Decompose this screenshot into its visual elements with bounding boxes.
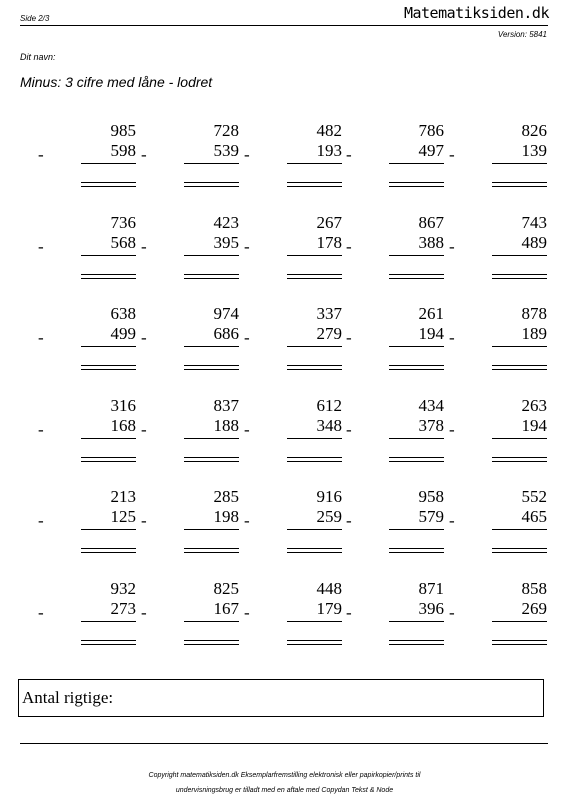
footer-divider xyxy=(20,743,548,744)
answer-line-top[interactable] xyxy=(184,182,239,183)
subtrahend: 198 xyxy=(213,507,239,526)
subtraction-problem xyxy=(447,302,547,392)
answer-line-top[interactable] xyxy=(389,274,444,275)
subtrahend: 188 xyxy=(213,415,239,435)
subtraction-problem xyxy=(139,485,239,575)
subtrahend: 259 xyxy=(316,507,342,526)
subtrahend: 539 xyxy=(213,141,239,160)
answer-line-top[interactable] xyxy=(492,548,547,549)
subtraction-problem xyxy=(447,485,547,575)
minuend: 974 xyxy=(213,304,239,323)
minuend: 423 xyxy=(213,212,239,232)
subtraction-line xyxy=(184,529,239,530)
minuend: 878 xyxy=(521,304,547,323)
answer-line-bottom xyxy=(492,552,547,553)
minus-sign: - xyxy=(244,511,250,530)
subtrahend: 168 xyxy=(110,415,136,435)
minuend: 482 xyxy=(316,121,342,140)
subtraction-line xyxy=(184,346,239,347)
minuend: 825 xyxy=(213,578,239,598)
answer-line-top[interactable] xyxy=(287,640,342,641)
minus-sign: - xyxy=(449,602,455,622)
subtraction-line xyxy=(81,438,136,439)
minus-sign: - xyxy=(141,419,147,439)
subtraction-line xyxy=(389,163,444,164)
minuend: 612 xyxy=(316,395,342,415)
answer-line-bottom xyxy=(287,369,342,370)
answer-line-bottom xyxy=(389,369,444,370)
subtraction-line xyxy=(184,163,239,164)
subtraction-problem xyxy=(344,485,444,575)
subtraction-line xyxy=(287,621,342,622)
answer-line-top[interactable] xyxy=(184,274,239,275)
minuend: 985 xyxy=(110,121,136,140)
minus-sign: - xyxy=(449,419,455,439)
answer-line-top[interactable] xyxy=(389,640,444,641)
answer-line-top[interactable] xyxy=(184,640,239,641)
minus-sign: - xyxy=(38,145,44,164)
subtraction-line xyxy=(184,621,239,622)
minus-sign: - xyxy=(141,236,147,256)
subtraction-problem xyxy=(447,119,547,209)
minuend: 552 xyxy=(521,487,547,506)
minus-sign: - xyxy=(449,328,455,347)
minuend: 858 xyxy=(521,578,547,598)
answer-line-bottom xyxy=(184,644,239,645)
subtraction-line xyxy=(389,529,444,530)
minus-sign: - xyxy=(38,419,44,439)
subtraction-line xyxy=(389,255,444,256)
answer-line-bottom xyxy=(492,461,547,462)
subtrahend: 378 xyxy=(418,415,444,435)
answer-line-bottom xyxy=(81,552,136,553)
subtraction-problem xyxy=(242,119,342,209)
subtraction-line xyxy=(389,346,444,347)
minus-sign: - xyxy=(244,145,250,164)
answer-line-bottom xyxy=(492,644,547,645)
header-divider xyxy=(20,25,548,26)
subtraction-problem xyxy=(242,394,342,484)
subtrahend: 179 xyxy=(316,598,342,618)
subtrahend: 273 xyxy=(110,598,136,618)
minuend: 285 xyxy=(213,487,239,506)
answer-line-bottom xyxy=(184,186,239,187)
subtrahend: 598 xyxy=(110,141,136,160)
minuend: 916 xyxy=(316,487,342,506)
answer-line-top[interactable] xyxy=(287,548,342,549)
subtrahend: 465 xyxy=(521,507,547,526)
minus-sign: - xyxy=(346,236,352,256)
answer-line-bottom xyxy=(184,369,239,370)
version-label: Version: 5841 xyxy=(497,30,547,39)
subtraction-problem xyxy=(242,302,342,392)
minuend: 263 xyxy=(521,395,547,415)
minuend: 958 xyxy=(418,487,444,506)
answer-line-top[interactable] xyxy=(184,548,239,549)
answer-line-bottom xyxy=(492,369,547,370)
minuend: 261 xyxy=(418,304,444,323)
subtrahend: 139 xyxy=(521,141,547,160)
minuend: 448 xyxy=(316,578,342,598)
minuend: 786 xyxy=(418,121,444,140)
subtraction-problem xyxy=(344,577,444,667)
answer-line-bottom xyxy=(287,278,342,279)
subtraction-line xyxy=(184,255,239,256)
answer-line-top[interactable] xyxy=(287,274,342,275)
answer-line-top[interactable] xyxy=(81,274,136,275)
minus-sign: - xyxy=(141,328,147,347)
answer-line-bottom xyxy=(81,186,136,187)
subtrahend: 193 xyxy=(316,141,342,160)
answer-line-top[interactable] xyxy=(389,182,444,183)
minus-sign: - xyxy=(141,145,147,164)
copyright-line-2: undervisningsbrug er tilladt med en aftale med Copydan Tekst & Node xyxy=(175,787,394,794)
subtraction-line xyxy=(492,163,547,164)
answer-line-bottom xyxy=(287,186,342,187)
minuend: 867 xyxy=(418,212,444,232)
answer-line-bottom xyxy=(81,644,136,645)
minus-sign: - xyxy=(244,419,250,439)
minuend: 837 xyxy=(213,395,239,415)
subtrahend: 279 xyxy=(316,324,342,343)
score-box xyxy=(18,679,544,717)
minus-sign: - xyxy=(449,511,455,530)
answer-line-top[interactable] xyxy=(492,274,547,275)
minus-sign: - xyxy=(244,236,250,256)
answer-line-bottom xyxy=(389,186,444,187)
subtraction-line xyxy=(81,621,136,622)
answer-line-top[interactable] xyxy=(287,182,342,183)
answer-line-top[interactable] xyxy=(287,457,342,458)
subtraction-problem xyxy=(36,577,136,667)
subtraction-problem xyxy=(447,394,547,484)
answer-line-bottom xyxy=(492,278,547,279)
subtraction-line xyxy=(492,346,547,347)
answer-line-bottom xyxy=(287,461,342,462)
subtraction-problem xyxy=(344,119,444,209)
subtrahend: 489 xyxy=(521,232,547,252)
subtrahend: 388 xyxy=(418,232,444,252)
subtrahend: 499 xyxy=(110,324,136,343)
answer-line-bottom xyxy=(81,278,136,279)
subtraction-line xyxy=(287,438,342,439)
page-number: Side 2/3 xyxy=(20,14,50,23)
answer-line-bottom xyxy=(389,552,444,553)
minuend: 736 xyxy=(110,212,136,232)
subtraction-problem xyxy=(139,211,239,301)
minus-sign: - xyxy=(449,145,455,164)
subtrahend: 125 xyxy=(110,507,136,526)
subtraction-line xyxy=(81,255,136,256)
answer-line-top[interactable] xyxy=(81,457,136,458)
answer-line-top[interactable] xyxy=(287,365,342,366)
minus-sign: - xyxy=(38,236,44,256)
minuend: 728 xyxy=(213,121,239,140)
subtrahend: 568 xyxy=(110,232,136,252)
answer-line-top[interactable] xyxy=(81,548,136,549)
subtraction-problem xyxy=(242,485,342,575)
minus-sign: - xyxy=(141,511,147,530)
answer-line-bottom xyxy=(184,278,239,279)
subtrahend: 194 xyxy=(418,324,444,343)
minus-sign: - xyxy=(449,236,455,256)
name-label: Dit navn: xyxy=(20,52,56,62)
subtraction-line xyxy=(389,438,444,439)
minuend: 743 xyxy=(521,212,547,232)
minus-sign: - xyxy=(244,328,250,347)
subtrahend: 269 xyxy=(521,598,547,618)
answer-line-bottom xyxy=(184,552,239,553)
answer-line-top[interactable] xyxy=(81,182,136,183)
minuend: 638 xyxy=(110,304,136,323)
answer-line-bottom xyxy=(492,186,547,187)
answer-line-top[interactable] xyxy=(492,640,547,641)
subtraction-problem xyxy=(139,302,239,392)
answer-line-top[interactable] xyxy=(492,365,547,366)
answer-line-bottom xyxy=(81,369,136,370)
subtraction-problem xyxy=(36,211,136,301)
subtraction-problem xyxy=(242,577,342,667)
minus-sign: - xyxy=(346,328,352,347)
subtraction-problem xyxy=(139,394,239,484)
minus-sign: - xyxy=(244,602,250,622)
minus-sign: - xyxy=(346,602,352,622)
subtraction-line xyxy=(287,255,342,256)
subtraction-problem xyxy=(447,211,547,301)
subtraction-line xyxy=(81,529,136,530)
minus-sign: - xyxy=(141,602,147,622)
subtraction-line xyxy=(287,346,342,347)
answer-line-bottom xyxy=(389,278,444,279)
answer-line-bottom xyxy=(389,644,444,645)
subtrahend: 579 xyxy=(418,507,444,526)
answer-line-top[interactable] xyxy=(184,365,239,366)
subtraction-problem xyxy=(344,394,444,484)
answer-line-top[interactable] xyxy=(81,365,136,366)
subtraction-line xyxy=(287,163,342,164)
answer-line-bottom xyxy=(287,552,342,553)
subtraction-problem xyxy=(36,485,136,575)
subtrahend: 395 xyxy=(213,232,239,252)
minus-sign: - xyxy=(38,511,44,530)
subtraction-problem xyxy=(139,119,239,209)
subtraction-problem xyxy=(139,577,239,667)
minus-sign: - xyxy=(346,511,352,530)
answer-line-bottom xyxy=(184,461,239,462)
answer-line-top[interactable] xyxy=(184,457,239,458)
subtrahend: 497 xyxy=(418,141,444,160)
answer-line-bottom xyxy=(287,644,342,645)
minuend: 316 xyxy=(110,395,136,415)
answer-line-bottom xyxy=(81,461,136,462)
subtraction-problem xyxy=(447,577,547,667)
minuend: 213 xyxy=(110,487,136,506)
subtrahend: 189 xyxy=(521,324,547,343)
minuend: 434 xyxy=(418,395,444,415)
minuend: 871 xyxy=(418,578,444,598)
subtraction-problem xyxy=(242,211,342,301)
subtraction-line xyxy=(389,621,444,622)
subtrahend: 167 xyxy=(213,598,239,618)
copyright-line-1: Copyright matematiksiden.dk Eksemplarfremstilling elektronisk eller papirkopier/prints til xyxy=(148,772,421,779)
answer-line-top[interactable] xyxy=(492,182,547,183)
answer-line-top[interactable] xyxy=(81,640,136,641)
subtraction-line xyxy=(184,438,239,439)
subtraction-line xyxy=(492,438,547,439)
minus-sign: - xyxy=(346,145,352,164)
answer-line-bottom xyxy=(389,461,444,462)
answer-line-top[interactable] xyxy=(389,548,444,549)
minus-sign: - xyxy=(38,328,44,347)
minuend: 826 xyxy=(521,121,547,140)
subtrahend: 178 xyxy=(316,232,342,252)
subtraction-problem xyxy=(344,302,444,392)
minus-sign: - xyxy=(346,419,352,439)
subtraction-line xyxy=(287,529,342,530)
site-logo: Matematiksiden.dk xyxy=(403,4,549,22)
worksheet-title: Minus: 3 cifre med låne - lodret xyxy=(20,74,213,90)
subtrahend: 396 xyxy=(418,598,444,618)
subtraction-line xyxy=(492,621,547,622)
subtraction-line xyxy=(81,163,136,164)
minuend: 267 xyxy=(316,212,342,232)
subtraction-problem xyxy=(36,119,136,209)
subtraction-problem xyxy=(36,302,136,392)
subtrahend: 194 xyxy=(521,415,547,435)
minuend: 932 xyxy=(110,578,136,598)
subtraction-problem xyxy=(344,211,444,301)
subtraction-line xyxy=(492,529,547,530)
subtrahend: 348 xyxy=(316,415,342,435)
subtraction-problem xyxy=(36,394,136,484)
subtrahend: 686 xyxy=(213,324,239,343)
score-label: Antal rigtige: xyxy=(22,688,114,707)
subtraction-line xyxy=(81,346,136,347)
answer-line-top[interactable] xyxy=(389,365,444,366)
minus-sign: - xyxy=(38,602,44,622)
answer-line-top[interactable] xyxy=(389,457,444,458)
subtraction-line xyxy=(492,255,547,256)
answer-line-top[interactable] xyxy=(492,457,547,458)
minuend: 337 xyxy=(316,304,342,323)
